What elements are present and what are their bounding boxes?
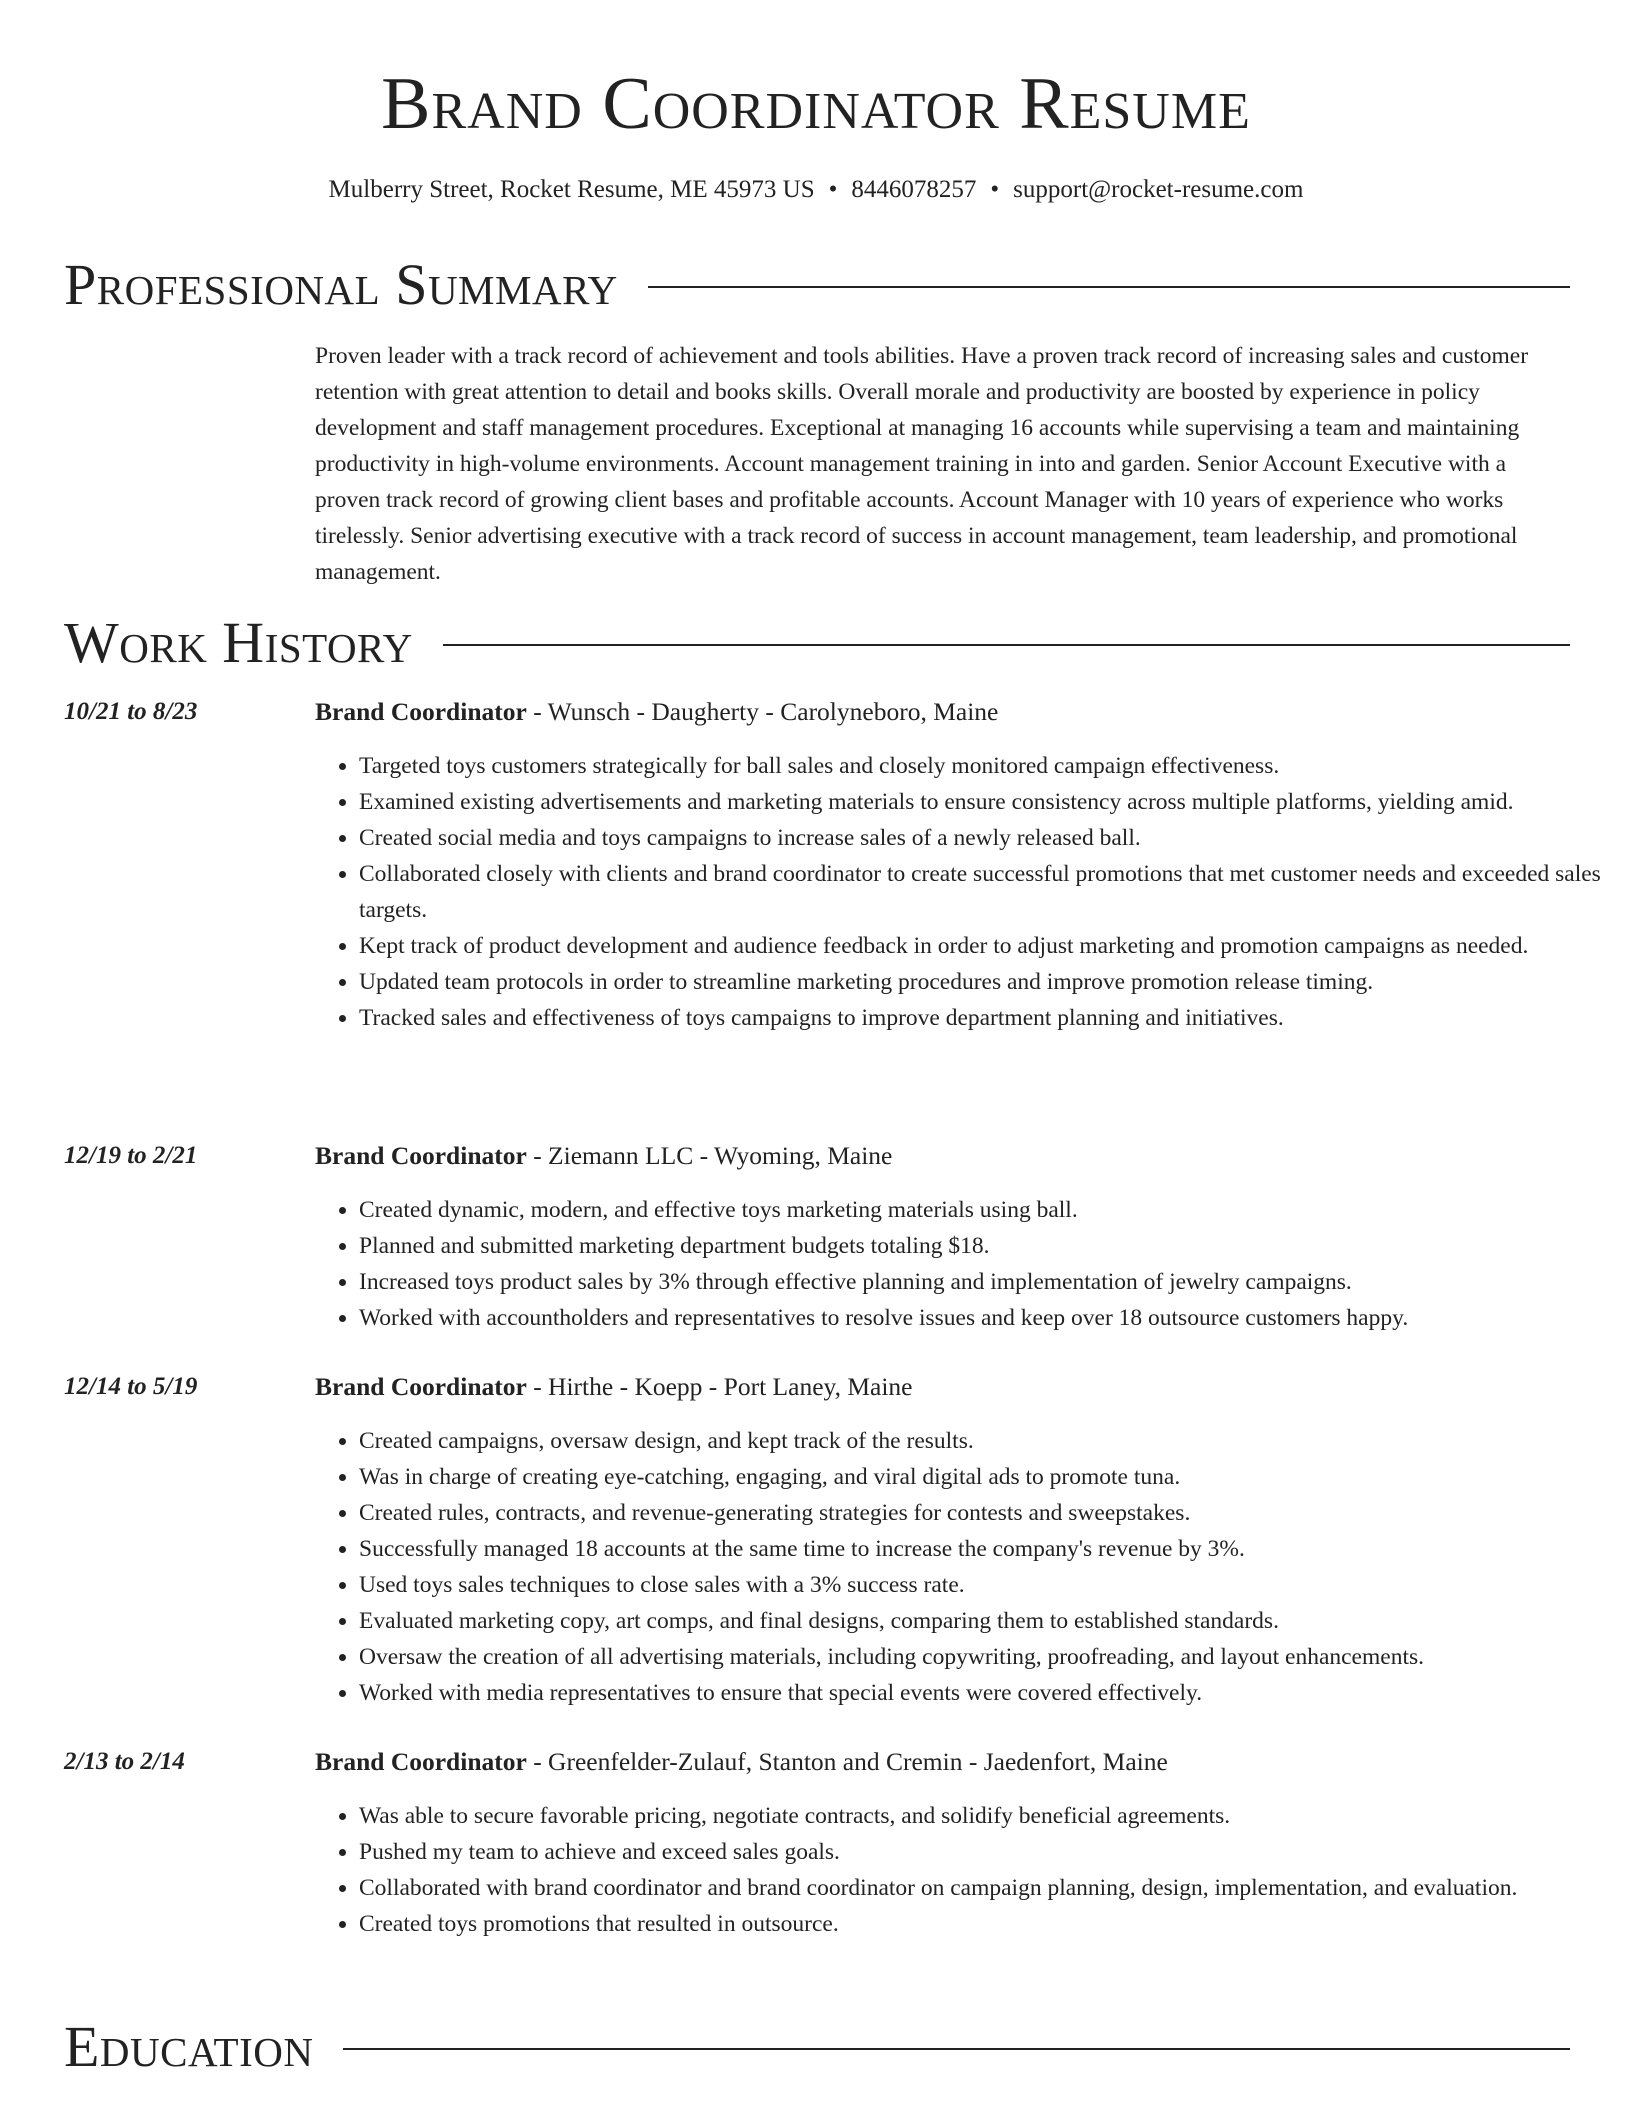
job-bullet: • Successfully managed 18 accounts at the same time to increase the company's revenue by 3%. — [359, 1531, 1619, 1567]
summary-text: Proven leader with a track record of achievement and tools abilities. Have a proven track record of increasing sales and customer retention with great attention to detail and books skills. Overall morale and productivity are boosted by experience in policy development and staff management procedures. Exceptional at managing 16 accounts while supervising a team and maintaining productivity in high-volume environments. Account management training in into and garden. Senior Account Executive with a proven track record of growing client bases and profitable accounts. Account Manager with 10 years of experience who works tirelessly. Senior advertising executive with a track record of success in account management, team leadership, and promotional management. — [315, 343, 1529, 585]
job-title-line — [315, 1369, 913, 1405]
section-divider — [343, 2048, 1570, 2050]
job-bullet: • Examined existing advertisements and marketing materials to ensure consistency across multiple platforms, yielding amid. — [359, 784, 1619, 820]
section-header-education — [64, 2012, 1570, 2082]
job-bullet: • Created campaigns, oversaw design, and kept track of the results. — [359, 1423, 1619, 1459]
section-title-work-history: Work History — [64, 610, 413, 675]
job-bullet: • Collaborated with brand coordinator and brand coordinator on campaign planning, design, implementation, and evaluation. — [359, 1870, 1619, 1906]
job-bullet: • Targeted toys customers strategically for ball sales and closely monitored campaign effectiveness. — [359, 748, 1619, 784]
job-bullet: • Oversaw the creation of all advertising materials, including copywriting, proofreading, and layout enhancements. — [359, 1639, 1619, 1675]
job-bullet: • Worked with accountholders and representatives to resolve issues and keep over 18 outsource customers happy. — [359, 1300, 1619, 1336]
job-bullet: • Collaborated closely with clients and brand coordinator to create successful promotions that met customer needs and exceeded sales targets. — [359, 856, 1619, 928]
contact-phone: 8446078257 — [851, 176, 977, 203]
job-dates: 2/13 to 2/14 — [64, 1748, 185, 1775]
contact-email: support@rocket-resume.com — [1013, 176, 1304, 203]
job-title: Brand Coordinator — [315, 1372, 527, 1401]
section-divider — [443, 644, 1570, 646]
job-bullet: • Evaluated marketing copy, art comps, and final designs, comparing them to established standards. — [359, 1603, 1619, 1639]
section-title-summary: Professional Summary — [64, 252, 618, 317]
job-employer-location: - Greenfelder-Zulauf, Stanton and Cremin - Jaedenfort, Maine — [526, 1747, 1168, 1776]
job-title-line — [315, 694, 998, 730]
job-bullet: • Created rules, contracts, and revenue-generating strategies for contests and sweepstakes. — [359, 1495, 1619, 1531]
section-header-summary — [64, 250, 1570, 320]
job-title-line — [315, 1138, 892, 1174]
job-bullet: • Tracked sales and effectiveness of toys campaigns to improve department planning and initiatives. — [359, 1000, 1619, 1036]
job-bullet: • Increased toys product sales by 3% through effective planning and implementation of jewelry campaigns. — [359, 1264, 1619, 1300]
contact-separator: • — [828, 176, 838, 203]
job-title: Brand Coordinator — [315, 1141, 527, 1170]
section-divider — [648, 286, 1570, 288]
job-bullet: • Worked with media representatives to ensure that special events were covered effectively. — [359, 1675, 1619, 1711]
job-bullet: • Was able to secure favorable pricing, negotiate contracts, and solidify beneficial agreements. — [359, 1798, 1619, 1834]
job-bullets — [315, 1192, 1619, 1336]
job-employer-location: - Wunsch - Daugherty - Carolyneboro, Maine — [526, 697, 999, 726]
section-header-work-history — [64, 608, 1570, 678]
job-title: Brand Coordinator — [315, 1747, 527, 1776]
job-bullet: • Kept track of product development and audience feedback in order to adjust marketing and promotion campaigns as needed. — [359, 928, 1619, 964]
job-dates: 12/14 to 5/19 — [64, 1373, 198, 1400]
contact-separator: • — [990, 176, 1000, 203]
job-bullet: • Was in charge of creating eye-catching, engaging, and viral digital ads to promote tuna. — [359, 1459, 1619, 1495]
job-bullet: • Pushed my team to achieve and exceed sales goals. — [359, 1834, 1619, 1870]
job-bullets — [315, 1423, 1619, 1711]
job-title: Brand Coordinator — [315, 697, 527, 726]
job-bullet: • Updated team protocols in order to streamline marketing procedures and improve promotion release timing. — [359, 964, 1619, 1000]
contact-line — [0, 172, 1632, 208]
job-bullets — [315, 748, 1619, 1036]
job-title-line — [315, 1744, 1168, 1780]
job-bullet: • Planned and submitted marketing department budgets totaling $18. — [359, 1228, 1619, 1264]
job-bullet: • Created dynamic, modern, and effective toys marketing materials using ball. — [359, 1192, 1619, 1228]
section-title-education: Education — [64, 2014, 314, 2079]
job-dates: 12/19 to 2/21 — [64, 1142, 198, 1169]
job-employer-location: - Ziemann LLC - Wyoming, Maine — [526, 1141, 893, 1170]
job-employer-location: - Hirthe - Koepp - Port Laney, Maine — [526, 1372, 913, 1401]
contact-address: Mulberry Street, Rocket Resume, ME 45973 US — [328, 176, 815, 203]
job-bullet: • Created social media and toys campaigns to increase sales of a newly released ball. — [359, 820, 1619, 856]
job-bullet: • Created toys promotions that resulted in outsource. — [359, 1906, 1619, 1942]
job-bullet: • Used toys sales techniques to close sales with a 3% success rate. — [359, 1567, 1619, 1603]
resume-name: Brand Coordinator Resume — [381, 63, 1251, 145]
job-bullets — [315, 1798, 1619, 1942]
job-dates: 10/21 to 8/23 — [64, 698, 198, 725]
